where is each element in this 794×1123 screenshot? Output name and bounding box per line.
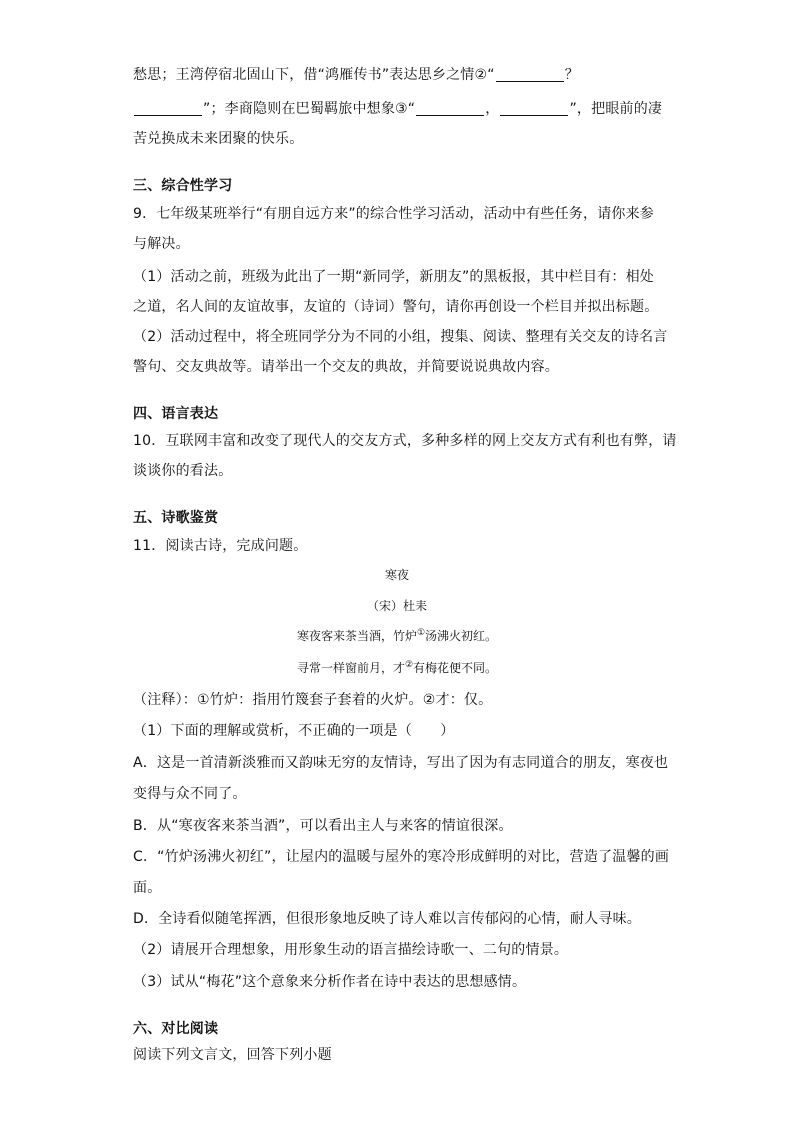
text-line — [133, 66, 579, 84]
footnote-marker: ① — [416, 628, 426, 638]
section-heading: 三、综合性学习 — [133, 178, 233, 194]
question-text: 与解决。 — [133, 236, 190, 252]
text-segment: 愁思；王湾停宿北固山下，借“鸿雁传书”表达思乡之情②“ — [133, 67, 495, 83]
poem-text: 寻常一样窗前月，才 — [296, 661, 405, 675]
answer-blank[interactable] — [134, 101, 202, 116]
option-d: D．全诗看似随笔挥洒，但很形象地反映了诗人难以言传郁闷的心情，耐人寻味。 — [133, 911, 641, 927]
question-text: 10．互联网丰富和改变了现代人的交友方式，多种多样的网上交友方式有利也有弊，请 — [133, 433, 677, 449]
question-text: 警句、交友典故等。请举出一个交友的典故，并简要说说典故内容。 — [133, 359, 559, 375]
footnote-marker: ② — [404, 660, 414, 670]
option-b: B．从“寒夜客来茶当酒”，可以看出主人与来客的情谊很深。 — [133, 818, 513, 834]
question-text: 9．七年级某班举行“有朋自远方来”的综合性学习活动，活动中有些任务，请你来参 — [133, 206, 655, 222]
answer-blank[interactable] — [416, 101, 484, 116]
text-segment: ， — [485, 101, 500, 117]
text-segment: ？ — [564, 67, 579, 83]
question-text: 之道，名人间的友谊故事，友谊的（诗词）警句，请你再创设一个栏目并拟出标题。 — [133, 299, 659, 315]
question-text: （2）请展开合理想象，用形象生动的语言描绘诗歌一、二句的情景。 — [133, 942, 569, 958]
option-a: A．这是一首清新淡雅而又韵味无穷的友情诗，写出了因为有志同道合的朋友，寒夜也 — [133, 755, 669, 771]
section-heading: 五、诗歌鉴赏 — [133, 510, 219, 526]
option-c: 面。 — [133, 880, 162, 896]
option-a: 变得与众不同了。 — [133, 786, 247, 802]
poem-author: （宋）杜耒 — [366, 599, 427, 613]
poem-title: 寒夜 — [384, 568, 409, 582]
text-line — [133, 100, 662, 118]
section-heading: 四、语言表达 — [133, 406, 219, 422]
poem-line — [0, 628, 794, 644]
question-text: （3）试从“梅花”这个意象来分析作者在诗中表达的思想感情。 — [133, 974, 527, 990]
question-text: （1）下面的理解或赏析，不正确的一项是（ ） — [133, 723, 455, 739]
answer-blank[interactable] — [500, 101, 568, 116]
poem-text: 汤沸火初红。 — [425, 629, 498, 643]
question-text: 11．阅读古诗，完成问题。 — [133, 538, 308, 554]
annotation-note: （注释）：①竹炉：指用竹篾套子套着的火炉。②才：仅。 — [133, 692, 493, 708]
poem-line — [0, 660, 794, 676]
question-text: 谈谈你的看法。 — [133, 463, 233, 479]
question-text: （1）活动之前，班级为此出了一期“新同学，新朋友”的黑板报，其中栏目有：相处 — [133, 269, 655, 285]
text-segment: ”；李商隐则在巴蜀羁旅中想象③“ — [203, 101, 416, 117]
text-segment: ”，把眼前的凄 — [569, 101, 663, 117]
instruction-text: 阅读下列文言文，回答下列小题 — [133, 1047, 332, 1063]
option-c: C．“竹炉汤沸火初红”，让屋内的温暖与屋外的寒冷形成鲜明的对比，营造了温馨的画 — [133, 849, 670, 865]
section-heading: 六、对比阅读 — [133, 1021, 219, 1037]
answer-blank[interactable] — [496, 67, 564, 82]
poem-text: 有梅花便不同。 — [413, 661, 498, 675]
text-line: 苦兑换成未来团聚的快乐。 — [133, 131, 304, 147]
question-text: （2）活动过程中，将全班同学分为不同的小组，搜集、阅读、整理有关交友的诗名言 — [133, 329, 668, 345]
poem-text: 寒夜客来茶当酒，竹炉 — [296, 629, 417, 643]
